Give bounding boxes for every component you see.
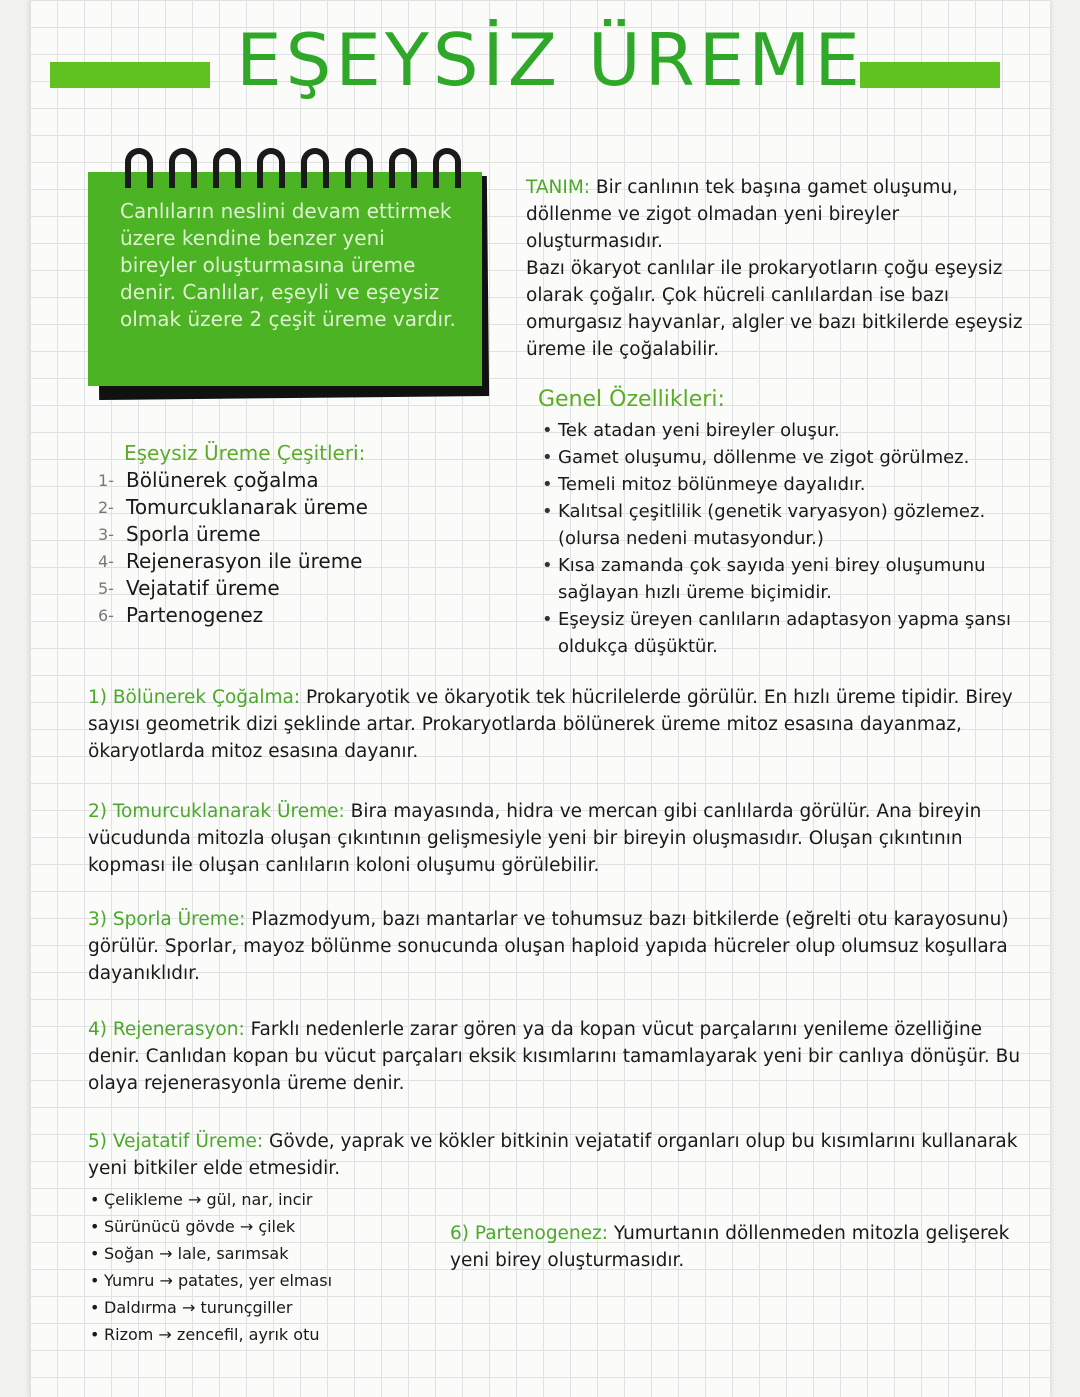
features-block <box>538 386 1038 660</box>
type-item: 6- Partenogenez <box>98 603 264 627</box>
types-heading: Eşeysiz Üreme Çeşitleri: <box>124 441 366 465</box>
vegetative-item: • Sürünücü gövde → çilek <box>88 1213 408 1240</box>
feature-item: • Gamet oluşumu, döllenme ve zigot görülmez. <box>538 444 1038 471</box>
definition-label: TANIM: <box>526 177 591 198</box>
vegetative-item: • Yumru → patates, yer elması <box>88 1267 408 1294</box>
intro-card: Canlıların neslini devam ettirmek üzere kendine benzer yeni bireyler oluşturmasına üreme denir. Canlılar, eşeyli ve eşeysiz olmak üzere 2 çeşit üreme vardır. <box>88 172 482 386</box>
vegetative-item: • Soğan → lale, sarımsak <box>88 1240 408 1267</box>
section-budding: 2) Tomurcuklanarak Üreme: Bira mayasında, hidra ve mercan gibi canlılarda görülür. Ana bireyin vücudunda mitozla oluşan çıkıntının gelişmesiyle yeni bir bireyin oluşmasıdır. Oluşan çıkıntının kopması ile oluşan canlıların koloni oluşumu görülebilir. <box>88 801 982 876</box>
section-regeneration: 4) Rejenerasyon: Farklı nedenlerle zarar gören ya da kopan vücut parçalarını yenileme özelliğine denir. Canlıdan kopan bu vücut parçaları eksik kısımlarını tamamlayarak yeni bir canlıya dönüşür. Bu olaya rejenerasyonla üreme denir. <box>88 1019 1021 1094</box>
definition-text: Bir canlının tek başına gamet oluşumu, döllenme ve zigot olmadan yeni bireyler oluşturmasıdır. <box>526 177 959 252</box>
title-bar-left <box>50 62 210 88</box>
features-list <box>538 417 1038 660</box>
types-block <box>98 440 458 629</box>
features-heading: Genel Özellikleri: <box>538 387 725 412</box>
feature-item: • Tek atadan yeni bireyler oluşur. <box>538 417 1038 444</box>
types-list <box>98 467 458 629</box>
vegetative-item: • Rizom → zencefil, ayrık otu <box>88 1321 408 1348</box>
vegetative-item: • Çelikleme → gül, nar, incir <box>88 1186 408 1213</box>
notebook-page <box>30 0 1050 1397</box>
section-binary-fission: 1) Bölünerek Çoğalma: Prokaryotik ve ökaryotik tek hücrilelerde görülür. En hızlı üreme tipidir. Birey sayısı geometrik dizi şeklinde artar. Prokaryotlarda bölünerek üreme mitoz esasına dayanmaz, ökaryotlarda mitoz esasına dayanır. <box>88 687 1013 762</box>
type-item: 5- Vejatatif üreme <box>98 576 280 600</box>
spiral-binding-icon <box>125 148 461 188</box>
section-spore: 3) Sporla Üreme: Plazmodyum, bazı mantarlar ve tohumsuz bazı bitkilerde (eğrelti otu karayosunu) görülür. Sporlar, mayoz bölünme sonucunda oluşan haploid yapıda hücreler olup olumsuz koşullara dayanıklıdır. <box>88 909 1009 984</box>
title-bar-right <box>860 62 1000 88</box>
feature-item: • Kısa zamanda çok sayıda yeni birey oluşumunu sağlayan hızlı üreme biçimidir. <box>538 552 1038 606</box>
type-item: 1- Bölünerek çoğalma <box>98 468 319 492</box>
type-item: 2- Tomurcuklanarak üreme <box>98 495 368 519</box>
feature-item: • Temeli mitoz bölünmeye dayalıdır. <box>538 471 1038 498</box>
page-title: EŞEYSİZ ÜREME <box>236 18 864 102</box>
type-item: 3- Sporla üreme <box>98 522 261 546</box>
feature-item: • Eşeysiz üreyen canlıların adaptasyon yapma şansı oldukça düşüktür. <box>538 606 1038 660</box>
feature-item: • Kalıtsal çeşitlilik (genetik varyasyon) gözlemez. (olursa nedeni mutasyondur.) <box>538 498 1038 552</box>
section-parthenogenesis: 6) Partenogenez: Yumurtanın döllenmeden mitozla gelişerek yeni birey oluşturmasıdır. <box>450 1223 1010 1271</box>
definition-text-2: Bazı ökaryot canlılar ile prokaryotların çoğu eşeysiz olarak çoğalır. Çok hücreli canlılardan ise bazı omurgasız hayvanlar, algler ve bazı bitkilerde eşeysiz üreme ile çoğalabilir. <box>526 258 1023 360</box>
type-item: 4- Rejenerasyon ile üreme <box>98 549 363 573</box>
section-vegetative: 5) Vejatatif Üreme: Gövde, yaprak ve kökler bitkinin vejatatif organları olup bu kısımlarını kullanarak yeni bitkiler elde etmesidir. <box>88 1131 1018 1179</box>
definition-block <box>526 174 1031 363</box>
vegetative-methods <box>88 1186 408 1348</box>
vegetative-item: • Daldırma → turunçgiller <box>88 1294 408 1321</box>
vegetative-list <box>88 1186 408 1348</box>
